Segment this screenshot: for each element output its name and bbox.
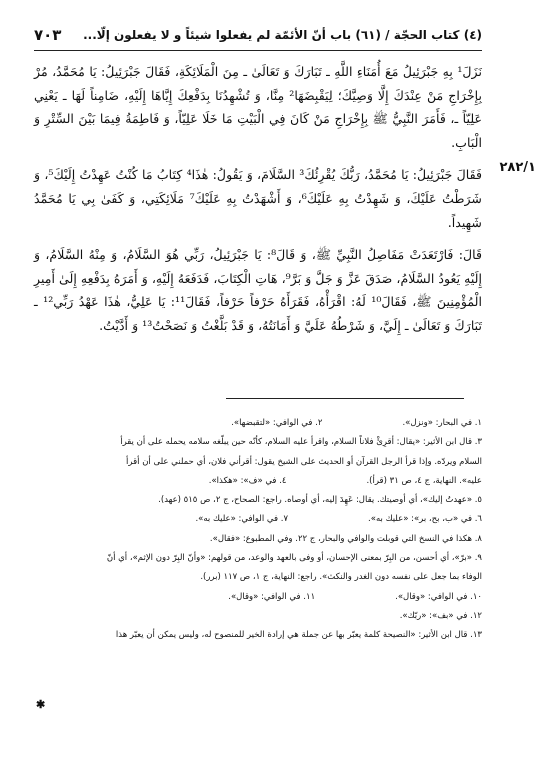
footnote-line [30, 588, 482, 607]
footnote-continuation: السلام ويردّه. وإذا قرأ الرجل القرآن أو الحديث على الشيخ يقول: أقرأني فلان، أي حملني على أن أقرأ [126, 456, 482, 467]
page-number: ٧٠٣ [34, 26, 62, 44]
footnote: ١١. في الوافي: «وقال». [228, 591, 316, 602]
footnote: ١. في البحار: «ونزل». [402, 418, 482, 428]
footnote-line [30, 414, 482, 433]
footnote: ٧. في الوافي: «عليك به». [195, 514, 289, 525]
footnote: ١٠. في الوافي: «وقال». [395, 591, 482, 602]
main-text [34, 60, 482, 338]
footnote: ٥. «عهدتُ إليك»، أي أوصيتك. يقال: عَهِدَ إليه، أي أوصاه. راجع: الصحاح، ج ٢، ص ٥١٥ (عهد). [158, 495, 482, 506]
footnote: ٨. هكذا في النسخ التي قوبلت والوافي والبحار، ج ٢٢. وفي المطبوع: «فقال». [209, 533, 482, 544]
paragraph: قَالَ: فَارْتَعَدَتْ مَفَاصِلُ النَّبِيِّ ﷺ، وَ قَالَ⁸: يَا جَبْرَئِيلُ، رَبِّي هُوَ السَّلَامُ، وَ مِنْهُ السَّلَامُ، وَ إِلَيْهِ يَعُودُ السَّلَامُ، صَدَقَ عَزَّ وَ جَلَّ وَ بَرَّ⁹، هَاتِ الْكِتَابَ، فَدَفَعَهُ إِلَيْهِ، وَ أَمَرَهُ بِدَفْعِهِ إِلَىٰ أَمِيرِ الْمُؤْمِنِينَ ﷺ، فَقَالَ¹⁰ لَهُ: اقْرَأْهُ، فَقَرَأَهُ حَرْفاً حَرْفاً، فَقَالَ¹¹: يَا عَلِيُّ، هٰذَا عَهْدُ رَبِّي¹² ـ تَبَارَكَ وَ تَعَالَىٰ ـ إِلَيَّ، وَ شَرْطُهُ عَلَيَّ وَ أَمَانَتُهُ، وَ قَدْ بَلَّغْتُ وَ نَصَحْتُ¹³ وَ أَدَّيْتُ. [34, 247, 482, 333]
footnote: ٢. في الوافي: «لتقبضها». [231, 418, 323, 428]
footnote: ١٢. في «بف»: «ربّك». [399, 610, 482, 621]
footnotes [30, 414, 482, 646]
footnote-line [30, 510, 482, 529]
chapter-title: (٤) كتاب الحجّة / (٦١) باب أنّ الأئمّة لم يفعلوا شيئاً و لا يفعلون إلّا... [83, 28, 482, 42]
footnote-divider [226, 398, 464, 399]
margin-reference: ٢٨٢/١ [499, 160, 536, 175]
running-header [34, 26, 482, 51]
footnote: ٩. «برّ»، أي أحسن، من البِرّ بمعنى الإحسان، أو وفى بالعهد والوعد، من قولهم: «وأنّ البِرّ دون الإثم»، أي أنّ [106, 553, 482, 564]
footnote-line [30, 472, 482, 491]
footnote: ١٣. قال ابن الأثير: «النصيحة كلمة يعبّر بها عن جملة هي إرادة الخير للمنصوح له، وليس يمكن أن يعبّر هذا [115, 630, 482, 641]
footnote: ٣. قال ابن الأثير: «يقال: أقرِئْ فلاناً السلام، واقرأ عليه السلام، كأنّه حين يبلّغه سلامه يحمله على أن يقرأ [120, 437, 482, 448]
footnote: ٤. في «ف»: «هكذا». [208, 475, 287, 486]
footnote: ٦. في «ب، بح، بر»: «عليك به». [368, 514, 482, 525]
paragraph: فَقَالَ جَبْرَئِيلُ: يَا مُحَمَّدُ، رَبُّكَ يُقْرِئُكَ³ السَّلَامَ، وَ يَقُولُ: هٰذَا⁴ كِتَابُ مَا كُنْتُ عَهِدْتُ إِلَيْكَ⁵، وَ شَرَطْتُ عَلَيْكَ، وَ شَهِدْتُ بِهِ عَلَيْكَ⁶، وَ أَشْهَدْتُ بِهِ عَلَيْكَ⁷ مَلَائِكَتِي، وَ كَفَىٰ بِي يَا مُحَمَّدُ شَهِيداً. [34, 167, 482, 230]
footnote-continuation: الوفاء بما جعل على نفسه دون الغدر والنكث». راجع: النهاية، ج ١، ص ١١٧ (برر). [200, 572, 482, 583]
footnote-continuation: عليه». النهاية، ج ٤، ص ٣١ (قرأ). [366, 475, 482, 486]
continuation-mark: ✱ [36, 698, 46, 711]
paragraph: نَزَلَ¹ بِهِ جَبْرَئِيلُ مَعَ أُمَنَاءِ اللَّهِ ـ تَبَارَكَ وَ تَعَالَىٰ ـ مِنَ الْمَلَائِكَةِ، فَقَالَ جَبْرَئِيلُ: يَا مُحَمَّدُ، مُرْ بِإِخْرَاجِ مَنْ عِنْدَكَ إِلَّا وَصِيَّكَ؛ لِيَقْبِضَهَا² مِنَّا، وَ تُشْهِدُنَا بِدَفْعِكَ إِيَّاهَا إِلَيْهِ، ضَامِناً لَهَا ـ يَعْنِي عَلِيّاً ـ، فَأَمَرَ النَّبِيُّ ﷺ بِإِخْرَاجِ مَنْ كَانَ فِي الْبَيْتِ مَا خَلَا عَلِيّاً، وَ فَاطِمَةُ فِيمَا بَيْنَ السِّتْرِ وَ الْبَابِ. [34, 64, 482, 150]
